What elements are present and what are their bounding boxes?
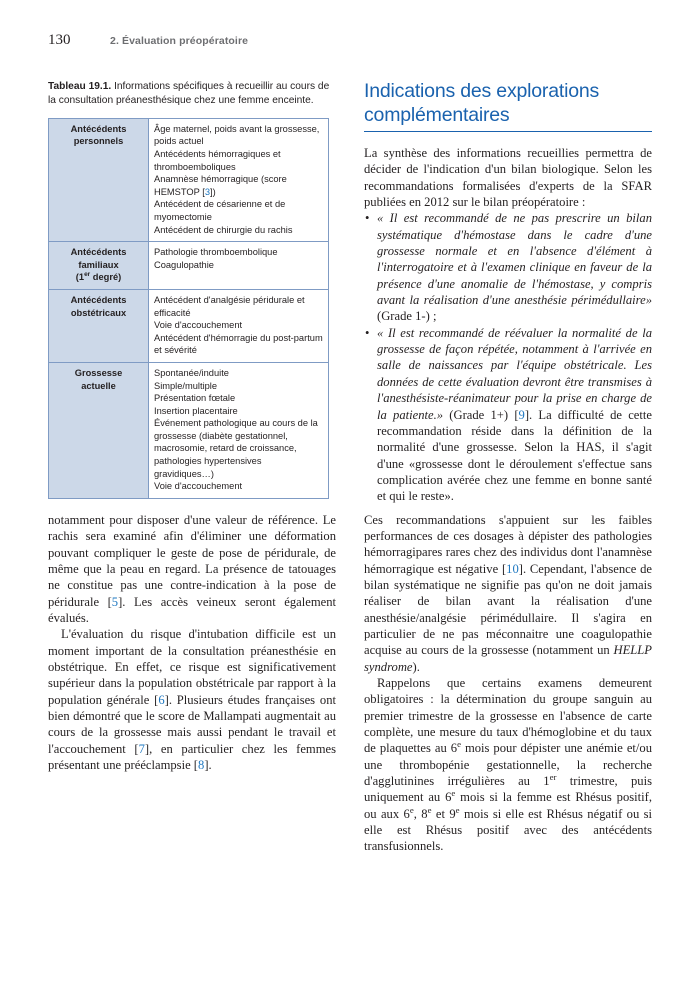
table-row [49, 242, 329, 290]
paragraph-text: ]. [204, 758, 212, 772]
table-cell-line: Présentation fœtale [154, 393, 236, 404]
paragraph-text: mois si elle est Rhésus négatif ou si elle est Rhésus positif avec des antécédents transfusionnels. [364, 806, 653, 854]
ordinal-sup: e [451, 788, 456, 799]
paragraph-text: , 8 [413, 806, 428, 821]
table-cell-line: Antécédent de césarienne et de myomectomie [154, 199, 286, 222]
paragraph-text: Rappelons que certains examens demeurent obligatoires : la détermination du groupe sanguin au premier trimestre de la grossesse en l'absence de carte complète, une mesure du taux d'hémoglobine et du taux de plaquettes au 6 [364, 676, 652, 756]
grade-label: (Grade 1+) [ [443, 407, 519, 422]
table-cell-line: Spontanée/induite [154, 367, 229, 378]
row-content-obstetric-history [149, 289, 329, 362]
table-cell-line: Événement pathologique au cours de la grossesse (diabète gestationnel, macrosomie, retard de croissance, pathologies hypertensives gravidiques…) [154, 418, 318, 479]
degree-sup: er [84, 271, 91, 279]
list-item [364, 210, 652, 324]
ordinal-sup: e [409, 804, 414, 815]
paragraph-text: Ces recommandations s'appuient sur les faibles performances de ces dosages à dépister des pathologies hémorragipares rares chez des individus dont l'anamnèse hémorragique est négative [ [364, 512, 652, 576]
paragraph-text: ]. Les accès veineux seront également évalués. [48, 594, 337, 625]
preanesthetic-consultation-table [48, 118, 329, 499]
degree-post: degré) [90, 272, 122, 283]
table-cell-line: Antécédent d'hémorragie du post-partum et sévérité [154, 332, 323, 356]
ordinal-sup: e [457, 739, 461, 750]
reference-link[interactable]: 9 [518, 407, 525, 422]
paragraph-text: ]. La difficulté de cette recommandation réside dans la définition de la normalité d'une grossesse. Selon la HAS, il s'agit d'une «grossesse dont le déroulement s'effectue sans complication avérée chez une femme en bonne santé et qui le reste». [377, 407, 652, 504]
reference-link[interactable]: 5 [111, 594, 119, 609]
ordinal-sup: er [549, 771, 557, 782]
running-head [48, 32, 652, 54]
table-cell-line: Voie d'accouchement [154, 320, 243, 331]
row-header-line: actuelle [81, 380, 116, 391]
table-cell-line: Antécédent de chirurgie du rachis [154, 224, 293, 235]
paragraph-text: ], en particulier chez les femmes présentant une prééclampsie [ [48, 741, 336, 772]
paragraph-text: et 9 [431, 806, 456, 821]
paragraph-text: mois pour dépister une anémie et/ou une thrombopénie gestationnelle, la recherche d'agglutinines irrégulières au 1 [364, 741, 653, 789]
paragraph-text: ]. Plusieurs études françaises ont bien démontré que le score de Mallampati augmentait au cours de la grossesse mais aussi pendant le travail et l'accouchement [ [48, 692, 336, 756]
row-header-line: familiaux [78, 259, 119, 270]
quoted-recommendation: « Il est recommandé de réévaluer la normalité de la grossesse de façon répétée, notamment à l'arrivée en salle de naissances par l'équipe obstétricale. Les données de cette évaluation devront être transmises à l'anesthésiste-réanimateur pour la prise en charge de la patiente.» [377, 325, 652, 422]
left-paragraph-1 [48, 512, 336, 626]
paragraph-text: mois si la femme est Rhésus positif, ou aux 6 [364, 790, 652, 821]
chapter-title: 2. Évaluation préopératoire [110, 35, 249, 47]
row-content-family-history [149, 242, 329, 290]
right-paragraph-4 [364, 675, 652, 855]
right-paragraph-3 [364, 512, 652, 675]
reference-link[interactable]: 6 [158, 692, 165, 707]
page-number: 130 [48, 32, 71, 48]
section-heading: Indications des explorations complémentaires [364, 80, 652, 132]
table-cell-line: Pathologie thromboembolique [154, 247, 278, 258]
table-caption [48, 80, 336, 109]
table-cell-line: Simple/multiple [154, 380, 218, 391]
paragraph-text: L'évaluation du risque d'intubation difficile est un moment important de la consultation préanesthésie en obstétrique. En effet, ce risque est significativement supérieur dans la population obstétricale par rapport à la population générale [ [48, 627, 336, 707]
table-row [49, 118, 329, 241]
row-header-current-pregnancy [49, 362, 149, 498]
row-header-line: Grossesse [74, 367, 123, 378]
table-cell-line: Insertion placentaire [154, 405, 238, 416]
row-header-line: obstétricaux [70, 307, 127, 318]
ordinal-sup: e [427, 804, 432, 815]
right-paragraph-intro: La synthèse des informations recueillies permettra de décider de l'indication d'un bilan biologique. Selon les recommandations formalisées d'experts de la SFAR publiées en 2012 sur le bilan préopératoire : [364, 146, 652, 210]
row-header-line: Antécédents [70, 123, 127, 134]
table-cell-line: Voie d'accouchement [154, 481, 243, 492]
row-header-family-history [49, 242, 149, 290]
ordinal-sup: e [455, 804, 460, 815]
degree-pre: (1 [75, 272, 85, 283]
row-header-line: Antécédents [70, 247, 127, 258]
right-column [364, 80, 652, 855]
recommendations-list [364, 210, 652, 504]
row-header-line: personnels [73, 136, 124, 147]
table-row [49, 289, 329, 362]
row-header-obstetric-history [49, 289, 149, 362]
row-header-line: Antécédents [70, 294, 127, 305]
row-header-personal-history [49, 118, 149, 241]
row-content-current-pregnancy [149, 362, 329, 498]
table-cell-line: Antécédent d'analgésie péridurale et efficacité [154, 294, 305, 318]
row-header-line-degree [54, 271, 143, 284]
left-paragraph-2 [48, 626, 336, 773]
table-cell-line: Âge maternel, poids avant la grossesse, poids actuel [154, 123, 320, 147]
quoted-recommendation: « Il est recommandé de ne pas prescrire un bilan systématique d'hémostase dans le cadre d'une grossesse normale et en l'absence d'élément à l'interrogatoire et à l'examen clinique en faveur de la présence d'une anomalie de l'hémostase, y compris avant la réalisation d'une anesthésie périmédullaire» [377, 211, 652, 308]
table-row [49, 362, 329, 498]
paragraph-text: ]. Cependant, l'absence de bilan systématique ne signifie pas qu'on ne doit jamais réaliser de bilan avant la réalisation d'une anesthésie/analgésie périmédullaire. Il s'agira en particulier de ne pas méconnaitre une coagulopathie acquise au cours de la grossesse (notamment un [364, 561, 652, 658]
reference-link[interactable]: 10 [506, 561, 519, 576]
grade-label: (Grade 1-) ; [377, 309, 437, 324]
reference-link[interactable]: 7 [138, 741, 145, 756]
paragraph-text: notamment pour disposer d'une valeur de référence. Le rachis sera examiné afin d'éliminer une déformation pouvant compliquer le geste de pose de péridurale, de même que la peau en regard. La présence de tatouages ne constitue pas une contre-indication à la pose de péridurale [ [48, 512, 336, 609]
list-item [364, 325, 652, 505]
reference-link[interactable]: 3 [204, 186, 210, 197]
paragraph-text: trimestre, puis uniquement au 6 [364, 774, 652, 805]
table-caption-label: Tableau 19.1. [48, 81, 112, 92]
left-column [48, 80, 336, 773]
row-content-personal-history [149, 118, 329, 241]
table-cell-line: Coagulopathie [154, 259, 214, 270]
term-hellp-syndrome: HELLP syndrome [364, 643, 652, 674]
paragraph-text: ). [412, 659, 420, 674]
reference-link[interactable]: 8 [198, 758, 205, 772]
table-cell-line: Antécédents hémorragiques et thromboemboliques [154, 149, 281, 172]
table-caption-text: Informations spécifiques à recueillir au cours de la consultation préanesthésique chez une femme enceinte. [48, 81, 330, 107]
table-cell-line-hemstop: Anamnèse hémorragique (score HEMSTOP [3]) [154, 174, 287, 197]
